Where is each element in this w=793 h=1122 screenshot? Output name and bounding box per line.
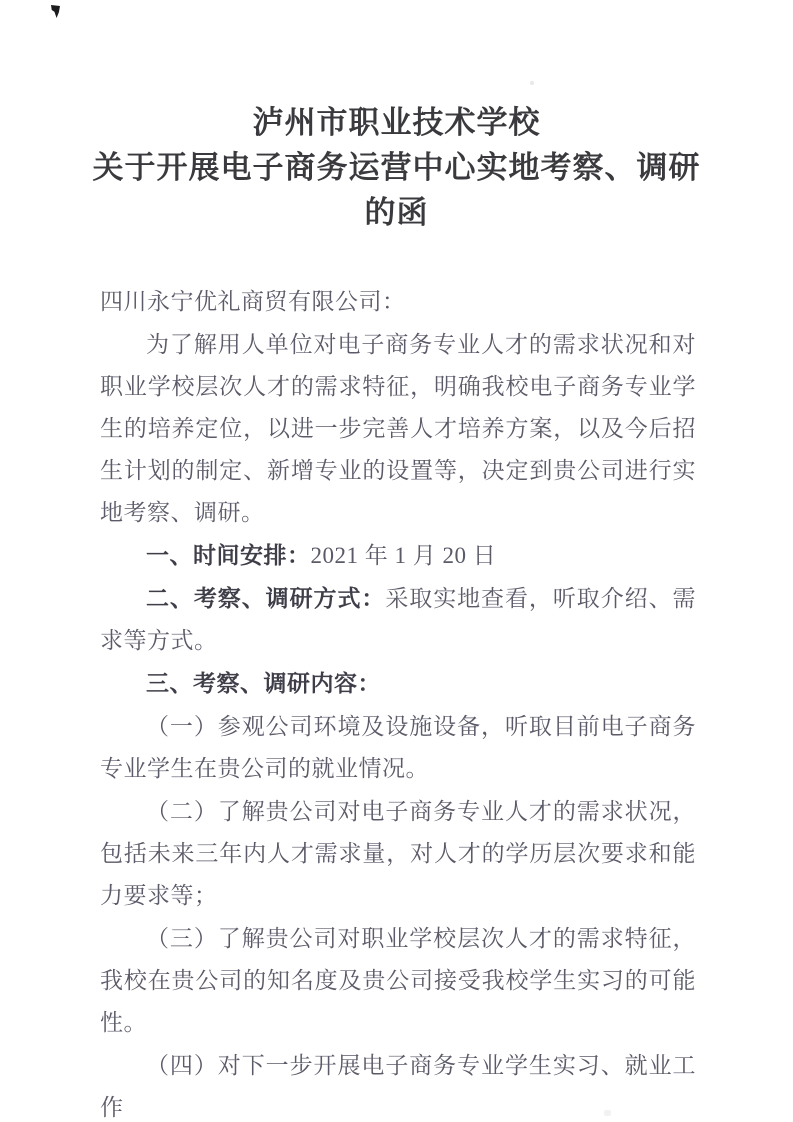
paragraph-method (100, 577, 696, 662)
paragraph-text: （三）了解贵公司对职业学校层次人才的需求特征，我校在贵公司的知名度及贵公司接受我校学生实习的可能性。 (100, 926, 696, 1035)
paragraph-label: 二、考察、调研方式： (146, 585, 386, 611)
document-title (0, 100, 793, 235)
scan-speck-top (530, 81, 534, 85)
title-line-school: 泸州市职业技术学校 (252, 105, 541, 140)
paragraph-text: 2021 年 1 月 20 日 (310, 543, 497, 568)
scan-speck-bottom (604, 1110, 611, 1116)
title-line-letter: 的函 (364, 195, 429, 230)
paragraph-intro (100, 323, 696, 534)
paragraph-schedule (100, 534, 696, 577)
paragraph-text: （四）对下一步开展电子商务专业学生实习、就业工作 (100, 1053, 696, 1120)
paragraph-text: （二）了解贵公司对电子商务专业人才的需求状况，包括未来三年内人才需求量，对人才的学历层次要求和能力要求等； (100, 799, 696, 908)
paragraph-label: 一、时间安排： (146, 542, 311, 568)
letter-body (100, 281, 696, 1122)
paragraph-contents-heading (100, 662, 696, 705)
paragraph-item-1 (100, 705, 696, 790)
recipient-line: 四川永宁优礼商贸有限公司： (100, 289, 406, 314)
ink-blot-mark (51, 5, 60, 18)
title-line-subject: 关于开展电子商务运营中心实地考察、调研 (92, 150, 701, 185)
paragraph-text: 采取实地查看，听取介绍、需求等方式。 (100, 586, 697, 653)
paragraph-text: （一）参观公司环境及设施设备，听取目前电子商务专业学生在贵公司的就业情况。 (100, 714, 696, 781)
paragraph-item-3 (100, 917, 696, 1044)
paragraph-text: 为了解用人单位对电子商务专业人才的需求状况和对职业学校层次人才的需求特征，明确我校电子商务专业学生的培养定位，以进一步完善人才培养方案，以及今后招生计划的制定、新增专业的设置等，决定到贵公司进行实地考察、调研。 (100, 332, 696, 525)
paragraph-label: 三、考察、调研内容： (146, 670, 381, 696)
paragraph-item-2 (100, 790, 696, 917)
